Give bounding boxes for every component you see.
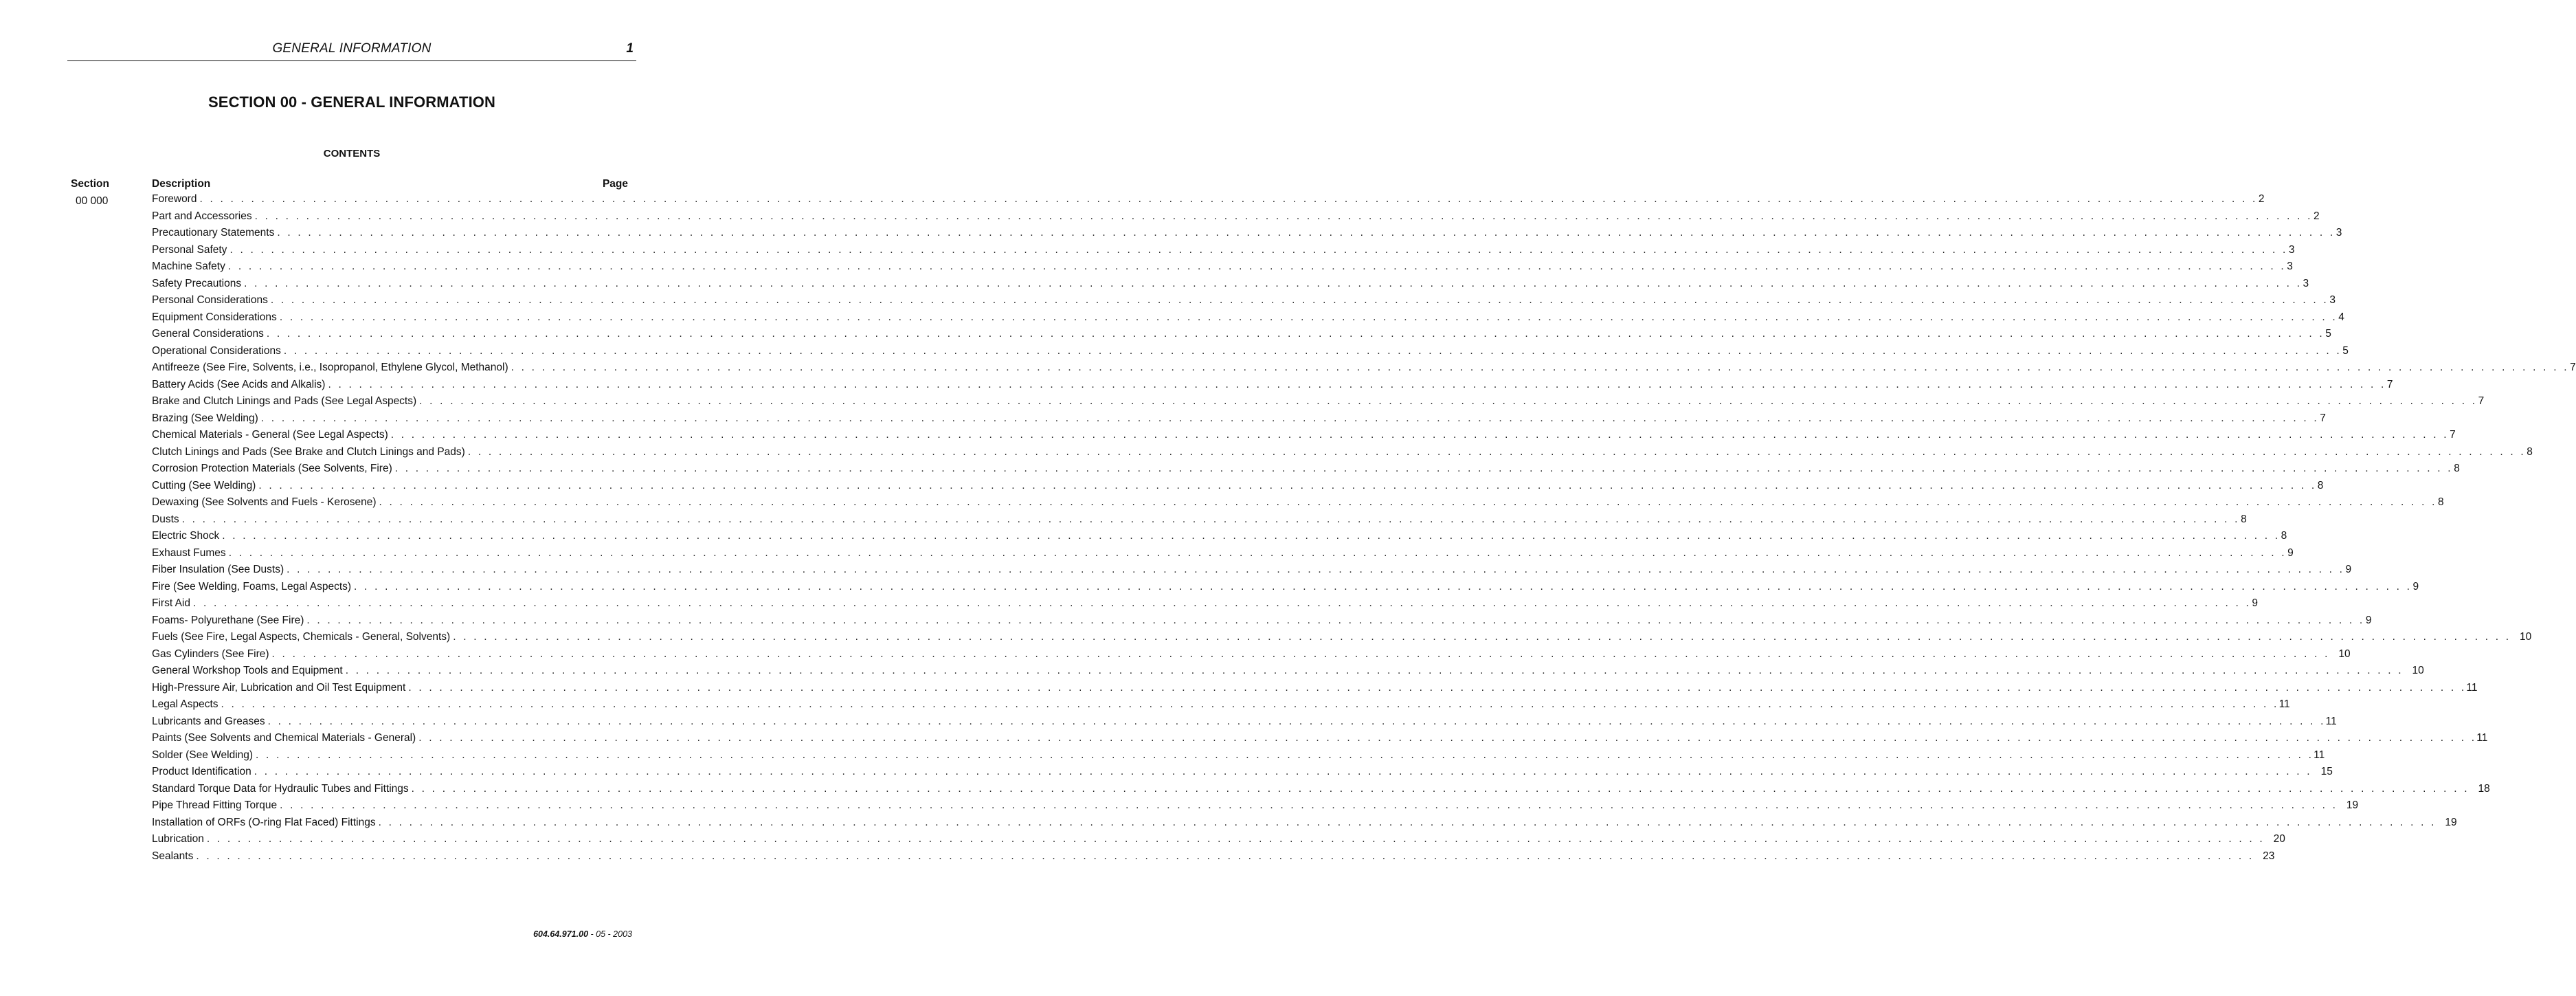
dot-leader: . . . . . . . . . . . . . . . . . . . . . . . . . . . . . . . . . . . . . . . . . . . . . . . . . . . . . . . . . . . . . . . . . . . . . . . . . . . . . . . . . . . . . . . . . . . . . . . . . . . . . . . . . . . . . . . . . . . . . . . . . . . . . . . . . . . . . . . . . . . . . . . . . . . . . . . . . . . . . . . . . . . . . . . . . . . . . . . . . . . . . . . . . . . . . . . . . . . . . . . .	[244, 277, 2303, 289]
toc-entry	[152, 749, 2325, 766]
toc-entry	[152, 833, 2285, 850]
dot-leader: . . . . . . . . . . . . . . . . . . . . . . . . . . . . . . . . . . . . . . . . . . . . . . . . . . . . . . . . . . . . . . . . . . . . . . . . . . . . . . . . . . . . . . . . . . . . . . . . . . . . . . . . . . . . . . . . . . . . . . . . . . . . . . . . . . . . . . . . . . . . . . . . . . . . . . . . . . . . . . . . . . . . . . . . . . . . . . . . . . . . . . . . . . . . . . . . . . . . . . . .	[345, 665, 2404, 676]
toc-entry	[152, 715, 2337, 733]
toc-entry-page: 7	[2386, 378, 2393, 390]
toc-entry-description: Product Identification	[152, 766, 251, 777]
toc-entry	[152, 261, 2293, 278]
dot-leader: . . . . . . . . . . . . . . . . . . . . . . . . . . . . . . . . . . . . . . . . . . . . . . . . . . . . . . . . . . . . . . . . . . . . . . . . . . . . . . . . . . . . . . . . . . . . . . . . . . . . . . . . . . . . . . . . . . . . . . . . . . . . . . . . . . . . . . . . . . . . . . . . . . . . . . . . . . . . . . . . . . . . . . . . . . . . . . . . . . . . . . . . . . . . . . . . . . . . . . . .	[254, 766, 2312, 777]
dot-leader: . . . . . . . . . . . . . . . . . . . . . . . . . . . . . . . . . . . . . . . . . . . . . . . . . . . . . . . . . . . . . . . . . . . . . . . . . . . . . . . . . . . . . . . . . . . . . . . . . . . . . . . . . . . . . . . . . . . . . . . . . . . . . . . . . . . . . . . . . . . . . . . . . . . . . . . . . . . . . . . . . . . . . . . . . . . . . . . . . . . . . . . . . . . . . . . . . . . . . . . .	[418, 732, 2477, 744]
toc-entry-description: Safety Precautions	[152, 277, 242, 289]
toc-entry-description: High-Pressure Air, Lubrication and Oil Test Equipment	[152, 681, 406, 694]
toc-entry-page: 3	[2288, 243, 2295, 256]
toc-entry-description: Cutting (See Welding)	[152, 479, 256, 491]
toc-entry	[152, 597, 2259, 615]
toc-entry-description: Dewaxing (See Solvents and Fuels - Kerosene)	[152, 496, 377, 508]
toc-entry	[152, 681, 2478, 699]
dot-leader: . . . . . . . . . . . . . . . . . . . . . . . . . . . . . . . . . . . . . . . . . . . . . . . . . . . . . . . . . . . . . . . . . . . . . . . . . . . . . . . . . . . . . . . . . . . . . . . . . . . . . . . . . . . . . . . . . . . . . . . . . . . . . . . . . . . . . . . . . . . . . . . . . . . . . . . . . . . . . . . . . . . . . . . . . . . . . . . . . . . . . . . . . . . . . . . . . . . . . . . .	[254, 210, 2313, 222]
section-code: 00 000	[76, 195, 109, 207]
toc-entry-page: 9	[2345, 564, 2352, 575]
toc-entry	[152, 564, 2352, 581]
toc-entry	[152, 631, 2532, 648]
running-title: GENERAL INFORMATION	[272, 41, 432, 56]
publication-date: 05 - 2003	[596, 929, 632, 939]
dot-leader: . . . . . . . . . . . . . . . . . . . . . . . . . . . . . . . . . . . . . . . . . . . . . . . . . . . . . . . . . . . . . . . . . . . . . . . . . . . . . . . . . . . . . . . . . . . . . . . . . . . . . . . . . . . . . . . . . . . . . . . . . . . . . . . . . . . . . . . . . . . . . . . . . . . . . . . . . . . . . . . . . . . . . . . . . . . . . . . . . . . . . . . . . . . . . . . . . . . . . . . .	[394, 463, 2453, 474]
toc-entry-page: 23	[2263, 850, 2275, 862]
toc-entry	[152, 580, 2419, 598]
toc-entry-page: 9	[2412, 580, 2419, 593]
dot-leader: . . . . . . . . . . . . . . . . . . . . . . . . . . . . . . . . . . . . . . . . . . . . . . . . . . . . . . . . . . . . . . . . . . . . . . . . . . . . . . . . . . . . . . . . . . . . . . . . . . . . . . . . . . . . . . . . . . . . . . . . . . . . . . . . . . . . . . . . . . . . . . . . . . . . . . . . . . . . . . . . . . . . . . . . . . . . . . . . . . . . . . . . . . . . . . . . . . . . . . . .	[408, 681, 2467, 694]
toc-entry-description: Personal Safety	[152, 243, 227, 256]
toc-entry-description: Installation of ORFs (O-ring Flat Faced) Fittings	[152, 816, 376, 828]
dot-leader: . . . . . . . . . . . . . . . . . . . . . . . . . . . . . . . . . . . . . . . . . . . . . . . . . . . . . . . . . . . . . . . . . . . . . . . . . . . . . . . . . . . . . . . . . . . . . . . . . . . . . . . . . . . . . . . . . . . . . . . . . . . . . . . . . . . . . . . . . . . . . . . . . . . . . . . . . . . . . . . . . . . . . . . . . . . . . . . . . . . . . . . . . . . . . . . . . . . . . . . .	[280, 799, 2338, 811]
toc-entry-description: Chemical Materials - General (See Legal Aspects)	[152, 429, 388, 441]
toc-entry	[152, 227, 2342, 244]
toc-entry-page: 11	[2476, 732, 2488, 744]
toc-entry-description: Lubrication	[152, 833, 204, 845]
dot-leader: . . . . . . . . . . . . . . . . . . . . . . . . . . . . . . . . . . . . . . . . . . . . . . . . . . . . . . . . . . . . . . . . . . . . . . . . . . . . . . . . . . . . . . . . . . . . . . . . . . . . . . . . . . . . . . . . . . . . . . . . . . . . . . . . . . . . . . . . . . . . . . . . . . . . . . . . . . . . . . . . . . . . . . . . . . . . . . . . . . . . . . . . . . . . . . . . . . . . . . . .	[390, 429, 2449, 441]
toc-entry-description: Gas Cylinders (See Fire)	[152, 648, 269, 660]
toc-entry-description: Personal Considerations	[152, 294, 268, 306]
toc-entry	[152, 799, 2359, 817]
dot-leader: . . . . . . . . . . . . . . . . . . . . . . . . . . . . . . . . . . . . . . . . . . . . . . . . . . . . . . . . . . . . . . . . . . . . . . . . . . . . . . . . . . . . . . . . . . . . . . . . . . . . . . . . . . . . . . . . . . . . . . . . . . . . . . . . . . . . . . . . . . . . . . . . . . . . . . . . . . . . . . . . . . . . . . . . . . . . . . . . . . . . . . . . . . . . . . . . . . . . . . . .	[453, 631, 2511, 643]
dot-leader: . . . . . . . . . . . . . . . . . . . . . . . . . . . . . . . . . . . . . . . . . . . . . . . . . . . . . . . . . . . . . . . . . . . . . . . . . . . . . . . . . . . . . . . . . . . . . . . . . . . . . . . . . . . . . . . . . . . . . . . . . . . . . . . . . . . . . . . . . . . . . . . . . . . . . . . . . . . . . . . . . . . . . . . . . . . . . . . . . . . . . . . . . . . . . . . . . . . . . . . .	[354, 580, 2412, 593]
toc-entry	[152, 513, 2247, 531]
dot-leader: . . . . . . . . . . . . . . . . . . . . . . . . . . . . . . . . . . . . . . . . . . . . . . . . . . . . . . . . . . . . . . . . . . . . . . . . . . . . . . . . . . . . . . . . . . . . . . . . . . . . . . . . . . . . . . . . . . . . . . . . . . . . . . . . . . . . . . . . . . . . . . . . . . . . . . . . . . . . . . . . . . . . . . . . . . . . . . . . . . . . . . . . . . . . . . . . . . . . . . . .	[279, 311, 2338, 323]
toc-entry-description: Equipment Considerations	[152, 311, 277, 323]
toc-entry	[152, 766, 2333, 783]
dot-leader: . . . . . . . . . . . . . . . . . . . . . . . . . . . . . . . . . . . . . . . . . . . . . . . . . . . . . . . . . . . . . . . . . . . . . . . . . . . . . . . . . . . . . . . . . . . . . . . . . . . . . . . . . . . . . . . . . . . . . . . . . . . . . . . . . . . . . . . . . . . . . . . . . . . . . . . . . . . . . . . . . . . . . . . . . . . . . . . . . . . . . . . . . . . . . . . . . . . . . . . .	[256, 749, 2314, 761]
toc-entry	[152, 665, 2424, 682]
dot-leader: . . . . . . . . . . . . . . . . . . . . . . . . . . . . . . . . . . . . . . . . . . . . . . . . . . . . . . . . . . . . . . . . . . . . . . . . . . . . . . . . . . . . . . . . . . . . . . . . . . . . . . . . . . . . . . . . . . . . . . . . . . . . . . . . . . . . . . . . . . . . . . . . . . . . . . . . . . . . . . . . . . . . . . . . . . . . . . . . . . . . . . . . . . . . . . . . . . . . . . . .	[228, 546, 2287, 559]
toc-entry	[152, 328, 2331, 345]
toc-entry-description: Lubricants and Greases	[152, 715, 265, 727]
description-column-header: Description	[152, 178, 211, 190]
toc-entry-page: 3	[2287, 261, 2293, 272]
toc-entry-page: 11	[2278, 698, 2290, 710]
dot-leader: . . . . . . . . . . . . . . . . . . . . . . . . . . . . . . . . . . . . . . . . . . . . . . . . . . . . . . . . . . . . . . . . . . . . . . . . . . . . . . . . . . . . . . . . . . . . . . . . . . . . . . . . . . . . . . . . . . . . . . . . . . . . . . . . . . . . . . . . . . . . . . . . . . . . . . . . . . . . . . . . . . . . . . . . . . . . . . . . . . . . . . . . . . . . . . . . . . . . . . . .	[306, 614, 2365, 626]
toc-entry-description: Fire (See Welding, Foams, Legal Aspects)	[152, 580, 352, 593]
toc-entry-description: Brazing (See Welding)	[152, 412, 258, 424]
toc-entry-page: 7	[2320, 412, 2326, 424]
toc-entry	[152, 210, 2320, 228]
footer-separator: -	[590, 929, 594, 939]
toc-entry	[152, 479, 2324, 497]
toc-entry-page: 11	[2325, 715, 2337, 727]
toc-entry-page: 3	[2336, 227, 2342, 239]
footer	[533, 929, 632, 939]
toc-entry-description: Brake and Clutch Linings and Pads (See Legal Aspects)	[152, 395, 417, 407]
page-column-header: Page	[602, 178, 628, 190]
dot-leader: . . . . . . . . . . . . . . . . . . . . . . . . . . . . . . . . . . . . . . . . . . . . . . . . . . . . . . . . . . . . . . . . . . . . . . . . . . . . . . . . . . . . . . . . . . . . . . . . . . . . . . . . . . . . . . . . . . . . . . . . . . . . . . . . . . . . . . . . . . . . . . . . . . . . . . . . . . . . . . . . . . . . . . . . . . . . . . . . . . . . . . . . . . . . . . . . . . . . . . . .	[221, 698, 2279, 710]
toc-entry-description: General Workshop Tools and Equipment	[152, 665, 343, 676]
toc-entry	[152, 530, 2287, 547]
toc-entry-page: 18	[2478, 782, 2490, 795]
toc-entry-page: 3	[2329, 294, 2336, 306]
dot-leader: . . . . . . . . . . . . . . . . . . . . . . . . . . . . . . . . . . . . . . . . . . . . . . . . . . . . . . . . . . . . . . . . . . . . . . . . . . . . . . . . . . . . . . . . . . . . . . . . . . . . . . . . . . . . . . . . . . . . . . . . . . . . . . . . . . . . . . . . . . . . . . . . . . . . . . . . . . . . . . . . . . . . . . . . . . . . . . . . . . . . . . . . . . . . . . . . . . . . . . . .	[267, 715, 2326, 727]
toc-entry-page: 8	[2527, 445, 2533, 458]
dot-leader: . . . . . . . . . . . . . . . . . . . . . . . . . . . . . . . . . . . . . . . . . . . . . . . . . . . . . . . . . . . . . . . . . . . . . . . . . . . . . . . . . . . . . . . . . . . . . . . . . . . . . . . . . . . . . . . . . . . . . . . . . . . . . . . . . . . . . . . . . . . . . . . . . . . . . . . . . . . . . . . . . . . . . . . . . . . . . . . . . . . . . . . . . . . . . . . . . . . . . . . .	[467, 445, 2526, 458]
toc-entry-description: Operational Considerations	[152, 344, 281, 357]
dot-leader: . . . . . . . . . . . . . . . . . . . . . . . . . . . . . . . . . . . . . . . . . . . . . . . . . . . . . . . . . . . . . . . . . . . . . . . . . . . . . . . . . . . . . . . . . . . . . . . . . . . . . . . . . . . . . . . . . . . . . . . . . . . . . . . . . . . . . . . . . . . . . . . . . . . . . . . . . . . . . . . . . . . . . . . . . . . . . . . . . . . . . . . . . . . . . . . . . . . . . . . .	[258, 479, 2317, 491]
dot-leader: . . . . . . . . . . . . . . . . . . . . . . . . . . . . . . . . . . . . . . . . . . . . . . . . . . . . . . . . . . . . . . . . . . . . . . . . . . . . . . . . . . . . . . . . . . . . . . . . . . . . . . . . . . . . . . . . . . . . . . . . . . . . . . . . . . . . . . . . . . . . . . . . . . . . . . . . . . . . . . . . . . . . . . . . . . . . . . . . . . . . . . . . . . . . . . . . . . . . . . . .	[199, 193, 2258, 205]
toc-entry	[152, 496, 2444, 513]
toc-entry-description: Pipe Thread Fitting Torque	[152, 799, 278, 811]
toc-entry-page: 11	[2466, 681, 2478, 694]
dot-leader: . . . . . . . . . . . . . . . . . . . . . . . . . . . . . . . . . . . . . . . . . . . . . . . . . . . . . . . . . . . . . . . . . . . . . . . . . . . . . . . . . . . . . . . . . . . . . . . . . . . . . . . . . . . . . . . . . . . . . . . . . . . . . . . . . . . . . . . . . . . . . . . . . . . . . . . . . . . . . . . . . . . . . . . . . . . . . . . . . . . . . . . . . . . . . . . . . . . . . . . .	[277, 227, 2336, 239]
toc-entry-page: 20	[2273, 833, 2285, 845]
document-number: 604.64.971.00	[533, 929, 589, 939]
page-number: 1	[626, 41, 634, 56]
toc-entry	[152, 429, 2456, 446]
toc-entry-page: 9	[2287, 546, 2294, 559]
toc-entry-page: 2	[2314, 210, 2320, 222]
toc-entry	[152, 362, 2576, 379]
toc-entry-description: Antifreeze (See Fire, Solvents, i.e., Isopropanol, Ethylene Glycol, Methanol)	[152, 362, 508, 373]
toc-entry-page: 3	[2303, 277, 2309, 289]
contents-title: CONTENTS	[323, 148, 381, 159]
toc-entry-page: 7	[2570, 362, 2576, 373]
toc-entry-description: Paints (See Solvents and Chemical Materials - General)	[152, 732, 416, 744]
dot-leader: . . . . . . . . . . . . . . . . . . . . . . . . . . . . . . . . . . . . . . . . . . . . . . . . . . . . . . . . . . . . . . . . . . . . . . . . . . . . . . . . . . . . . . . . . . . . . . . . . . . . . . . . . . . . . . . . . . . . . . . . . . . . . . . . . . . . . . . . . . . . . . . . . . . . . . . . . . . . . . . . . . . . . . . . . . . . . . . . . . . . . . . . . . . . . . . . . . . . . . . .	[196, 850, 2254, 862]
toc-entry	[152, 445, 2533, 463]
toc-entry-page: 7	[2450, 429, 2456, 441]
dot-leader: . . . . . . . . . . . . . . . . . . . . . . . . . . . . . . . . . . . . . . . . . . . . . . . . . . . . . . . . . . . . . . . . . . . . . . . . . . . . . . . . . . . . . . . . . . . . . . . . . . . . . . . . . . . . . . . . . . . . . . . . . . . . . . . . . . . . . . . . . . . . . . . . . . . . . . . . . . . . . . . . . . . . . . . . . . . . . . . . . . . . . . . . . . . . . . . . . . . . . . . .	[229, 243, 2288, 256]
toc-entry-page: 4	[2338, 311, 2344, 323]
toc-entry-page: 10	[2412, 665, 2424, 676]
dot-leader: . . . . . . . . . . . . . . . . . . . . . . . . . . . . . . . . . . . . . . . . . . . . . . . . . . . . . . . . . . . . . . . . . . . . . . . . . . . . . . . . . . . . . . . . . . . . . . . . . . . . . . . . . . . . . . . . . . . . . . . . . . . . . . . . . . . . . . . . . . . . . . . . . . . . . . . . . . . . . . . . . . . . . . . . . . . . . . . . . . . . . . . . . . . . . . . . . . . . . . . .	[260, 412, 2319, 424]
toc-entry	[152, 193, 2265, 210]
dot-leader: . . . . . . . . . . . . . . . . . . . . . . . . . . . . . . . . . . . . . . . . . . . . . . . . . . . . . . . . . . . . . . . . . . . . . . . . . . . . . . . . . . . . . . . . . . . . . . . . . . . . . . . . . . . . . . . . . . . . . . . . . . . . . . . . . . . . . . . . . . . . . . . . . . . . . . . . . . . . . . . . . . . . . . . . . . . . . . . . . . . . . . . . . . . . . . . . . . . . . . . .	[283, 344, 2342, 357]
dot-leader: . . . . . . . . . . . . . . . . . . . . . . . . . . . . . . . . . . . . . . . . . . . . . . . . . . . . . . . . . . . . . . . . . . . . . . . . . . . . . . . . . . . . . . . . . . . . . . . . . . . . . . . . . . . . . . . . . . . . . . . . . . . . . . . . . . . . . . . . . . . . . . . . . . . . . . . . . . . . . . . . . . . . . . . . . . . . . . . . . . . . . . . . . . . . . . . . . . . . . . . .	[419, 395, 2478, 407]
toc-entry	[152, 614, 2372, 632]
toc-entry-description: Legal Aspects	[152, 698, 219, 710]
contents-list	[152, 193, 2576, 867]
toc-entry	[152, 277, 2309, 295]
toc-entry-description: Solder (See Welding)	[152, 749, 254, 761]
section-column-header: Section	[71, 178, 109, 190]
dot-leader: . . . . . . . . . . . . . . . . . . . . . . . . . . . . . . . . . . . . . . . . . . . . . . . . . . . . . . . . . . . . . . . . . . . . . . . . . . . . . . . . . . . . . . . . . . . . . . . . . . . . . . . . . . . . . . . . . . . . . . . . . . . . . . . . . . . . . . . . . . . . . . . . . . . . . . . . . . . . . . . . . . . . . . . . . . . . . . . . . . . . . . . . . . . . . . . . . . . . . . . .	[192, 597, 2252, 609]
toc-entry-description: Battery Acids (See Acids and Alkalis)	[152, 378, 326, 390]
toc-entry-description: Part and Accessories	[152, 210, 252, 222]
dot-leader: . . . . . . . . . . . . . . . . . . . . . . . . . . . . . . . . . . . . . . . . . . . . . . . . . . . . . . . . . . . . . . . . . . . . . . . . . . . . . . . . . . . . . . . . . . . . . . . . . . . . . . . . . . . . . . . . . . . . . . . . . . . . . . . . . . . . . . . . . . . . . . . . . . . . . . . . . . . . . . . . . . . . . . . . . . . . . . . . . . . . . . . . . . . . . . . . . . . . . . . .	[379, 496, 2437, 508]
toc-entry-description: Standard Torque Data for Hydraulic Tubes and Fittings	[152, 782, 409, 795]
toc-entry	[152, 378, 2393, 396]
dot-leader: . . . . . . . . . . . . . . . . . . . . . . . . . . . . . . . . . . . . . . . . . . . . . . . . . . . . . . . . . . . . . . . . . . . . . . . . . . . . . . . . . . . . . . . . . . . . . . . . . . . . . . . . . . . . . . . . . . . . . . . . . . . . . . . . . . . . . . . . . . . . . . . . . . . . . . . . . . . . . . . . . . . . . . . . . . . . . . . . . . . . . . . . . . . . . . . . . . . . . . . .	[266, 328, 2325, 340]
toc-entry-description: Electric Shock	[152, 530, 220, 542]
toc-entry	[152, 546, 2294, 564]
toc-entry-description: First Aid	[152, 597, 190, 609]
section-title: SECTION 00 - GENERAL INFORMATION	[208, 93, 495, 111]
toc-entry	[152, 395, 2485, 412]
toc-entry-page: 11	[2314, 749, 2325, 761]
toc-entry-page: 19	[2445, 816, 2457, 828]
toc-entry	[152, 294, 2336, 311]
toc-entry	[152, 648, 2351, 665]
dot-leader: . . . . . . . . . . . . . . . . . . . . . . . . . . . . . . . . . . . . . . . . . . . . . . . . . . . . . . . . . . . . . . . . . . . . . . . . . . . . . . . . . . . . . . . . . . . . . . . . . . . . . . . . . . . . . . . . . . . . . . . . . . . . . . . . . . . . . . . . . . . . . . . . . . . . . . . . . . . . . . . . . . . . . . . . . . . . . . . . . . . . . . . . . . . . . . . . . . . . . . . .	[378, 816, 2437, 828]
toc-entry-description: Fuels (See Fire, Legal Aspects, Chemicals - General, Solvents)	[152, 631, 451, 643]
dot-leader: . . . . . . . . . . . . . . . . . . . . . . . . . . . . . . . . . . . . . . . . . . . . . . . . . . . . . . . . . . . . . . . . . . . . . . . . . . . . . . . . . . . . . . . . . . . . . . . . . . . . . . . . . . . . . . . . . . . . . . . . . . . . . . . . . . . . . . . . . . . . . . . . . . . . . . . . . . . . . . . . . . . . . . . . . . . . . . . . . . . . . . . . . . . . . . . . . . . . . . . .	[270, 294, 2329, 306]
toc-entry-page: 9	[2252, 597, 2259, 609]
toc-entry-page: 19	[2346, 799, 2359, 811]
dot-leader: . . . . . . . . . . . . . . . . . . . . . . . . . . . . . . . . . . . . . . . . . . . . . . . . . . . . . . . . . . . . . . . . . . . . . . . . . . . . . . . . . . . . . . . . . . . . . . . . . . . . . . . . . . . . . . . . . . . . . . . . . . . . . . . . . . . . . . . . . . . . . . . . . . . . . . . . . . . . . . . . . . . . . . . . . . . . . . . . . . . . . . . . . . . . . . . . . . . . . . . .	[206, 833, 2265, 845]
toc-entry-description: Corrosion Protection Materials (See Solvents, Fire)	[152, 463, 392, 474]
toc-entry-page: 8	[2281, 530, 2287, 542]
toc-entry-description: Precautionary Statements	[152, 227, 275, 239]
dot-leader: . . . . . . . . . . . . . . . . . . . . . . . . . . . . . . . . . . . . . . . . . . . . . . . . . . . . . . . . . . . . . . . . . . . . . . . . . . . . . . . . . . . . . . . . . . . . . . . . . . . . . . . . . . . . . . . . . . . . . . . . . . . . . . . . . . . . . . . . . . . . . . . . . . . . . . . . . . . . . . . . . . . . . . . . . . . . . . . . . . . . . . . . . . . . . . . . . . . . . . . .	[271, 648, 2330, 660]
toc-entry-page: 10	[2338, 648, 2351, 660]
toc-entry-page: 5	[2342, 344, 2349, 357]
dot-leader: . . . . . . . . . . . . . . . . . . . . . . . . . . . . . . . . . . . . . . . . . . . . . . . . . . . . . . . . . . . . . . . . . . . . . . . . . . . . . . . . . . . . . . . . . . . . . . . . . . . . . . . . . . . . . . . . . . . . . . . . . . . . . . . . . . . . . . . . . . . . . . . . . . . . . . . . . . . . . . . . . . . . . . . . . . . . . . . . . . . . . . . . . . . . . . . . . . . . . . . .	[227, 261, 2286, 272]
dot-leader: . . . . . . . . . . . . . . . . . . . . . . . . . . . . . . . . . . . . . . . . . . . . . . . . . . . . . . . . . . . . . . . . . . . . . . . . . . . . . . . . . . . . . . . . . . . . . . . . . . . . . . . . . . . . . . . . . . . . . . . . . . . . . . . . . . . . . . . . . . . . . . . . . . . . . . . . . . . . . . . . . . . . . . . . . . . . . . . . . . . . . . . . . . . . . . . . . . . . . . . .	[287, 564, 2345, 575]
toc-entry	[152, 344, 2349, 362]
toc-entry-description: Sealants	[152, 850, 194, 862]
toc-entry-page: 8	[2241, 513, 2247, 525]
toc-entry-page: 7	[2478, 395, 2485, 407]
dot-leader: . . . . . . . . . . . . . . . . . . . . . . . . . . . . . . . . . . . . . . . . . . . . . . . . . . . . . . . . . . . . . . . . . . . . . . . . . . . . . . . . . . . . . . . . . . . . . . . . . . . . . . . . . . . . . . . . . . . . . . . . . . . . . . . . . . . . . . . . . . . . . . . . . . . . . . . . . . . . . . . . . . . . . . . . . . . . . . . . . . . . . . . . . . . . . . . . . . . . . . . .	[222, 530, 2281, 542]
toc-entry-page: 2	[2258, 193, 2265, 205]
running-header	[67, 40, 636, 61]
dot-leader: . . . . . . . . . . . . . . . . . . . . . . . . . . . . . . . . . . . . . . . . . . . . . . . . . . . . . . . . . . . . . . . . . . . . . . . . . . . . . . . . . . . . . . . . . . . . . . . . . . . . . . . . . . . . . . . . . . . . . . . . . . . . . . . . . . . . . . . . . . . . . . . . . . . . . . . . . . . . . . . . . . . . . . . . . . . . . . . . . . . . . . . . . . . . . . . . . . . . . . . .	[411, 782, 2469, 795]
toc-entry-page: 15	[2320, 766, 2333, 777]
toc-entry-description: Dusts	[152, 513, 179, 525]
toc-entry	[152, 850, 2275, 867]
dot-leader: . . . . . . . . . . . . . . . . . . . . . . . . . . . . . . . . . . . . . . . . . . . . . . . . . . . . . . . . . . . . . . . . . . . . . . . . . . . . . . . . . . . . . . . . . . . . . . . . . . . . . . . . . . . . . . . . . . . . . . . . . . . . . . . . . . . . . . . . . . . . . . . . . . . . . . . . . . . . . . . . . . . . . . . . . . . . . . . . . . . . . . . . . . . . . . . . . . . . . . . .	[181, 513, 2240, 525]
toc-entry-description: Foreword	[152, 193, 197, 205]
toc-entry-page: 5	[2325, 328, 2331, 340]
dot-leader: . . . . . . . . . . . . . . . . . . . . . . . . . . . . . . . . . . . . . . . . . . . . . . . . . . . . . . . . . . . . . . . . . . . . . . . . . . . . . . . . . . . . . . . . . . . . . . . . . . . . . . . . . . . . . . . . . . . . . . . . . . . . . . . . . . . . . . . . . . . . . . . . . . . . . . . . . . . . . . . . . . . . . . . . . . . . . . . . . . . . . . . . . . . . . . . . . . . . . . . .	[328, 378, 2386, 390]
toc-entry-page: 8	[2454, 463, 2460, 474]
toc-entry-description: Clutch Linings and Pads (See Brake and Clutch Linings and Pads)	[152, 445, 465, 458]
toc-entry	[152, 412, 2326, 430]
toc-entry	[152, 311, 2344, 329]
toc-entry	[152, 463, 2460, 480]
toc-entry-description: Machine Safety	[152, 261, 225, 272]
toc-entry	[152, 816, 2457, 834]
toc-entry	[152, 698, 2290, 716]
toc-entry	[152, 243, 2295, 261]
toc-entry-page: 8	[2317, 479, 2324, 491]
toc-entry	[152, 782, 2490, 800]
toc-entry-description: Foams- Polyurethane (See Fire)	[152, 614, 304, 626]
toc-entry-description: Exhaust Fumes	[152, 546, 226, 559]
toc-entry-description: General Considerations	[152, 328, 264, 340]
toc-entry	[152, 732, 2488, 749]
dot-leader: . . . . . . . . . . . . . . . . . . . . . . . . . . . . . . . . . . . . . . . . . . . . . . . . . . . . . . . . . . . . . . . . . . . . . . . . . . . . . . . . . . . . . . . . . . . . . . . . . . . . . . . . . . . . . . . . . . . . . . . . . . . . . . . . . . . . . . . . . . . . . . . . . . . . . . . . . . . . . . . . . . . . . . . . . . . . . . . . . . . . . . . . . . . . . . . . . . . . . . . .	[511, 362, 2569, 373]
toc-entry-description: Fiber Insulation (See Dusts)	[152, 564, 284, 575]
toc-entry-page: 8	[2437, 496, 2444, 508]
toc-entry-page: 9	[2365, 614, 2372, 626]
toc-entry-page: 10	[2520, 631, 2532, 643]
